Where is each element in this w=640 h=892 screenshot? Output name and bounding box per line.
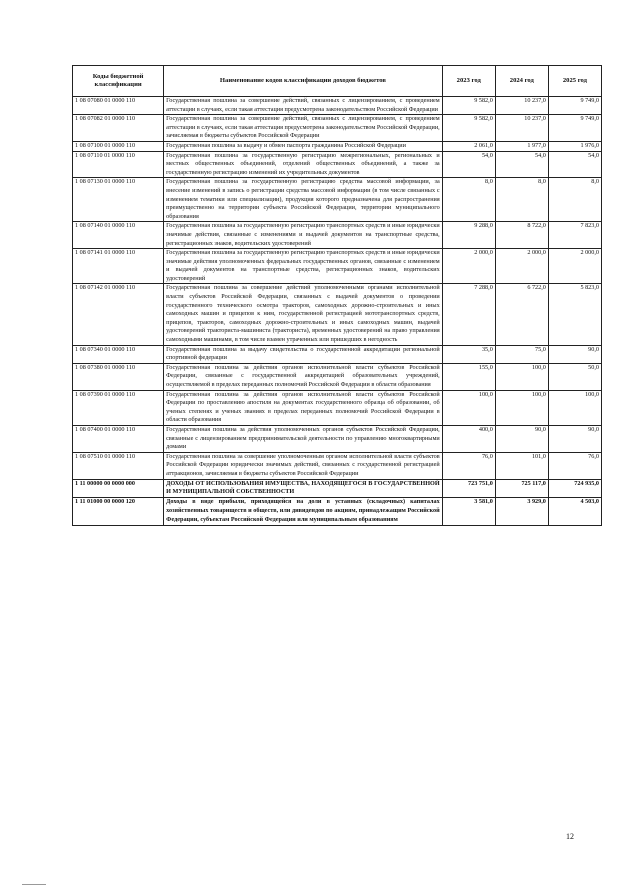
row-value-2023: 9 288,0 [442, 222, 495, 249]
row-value-2023: 7 288,0 [442, 284, 495, 345]
row-code: 1 08 07142 01 0000 110 [73, 284, 164, 345]
table-row [73, 249, 602, 284]
row-code: 1 08 07140 01 0000 110 [73, 222, 164, 249]
row-code: 1 08 07080 01 0000 110 [73, 97, 164, 115]
row-value-2025: 2 000,0 [548, 249, 601, 284]
header-name: Наименование кодов классификации доходов бюджетов [164, 66, 443, 97]
row-value-2024: 90,0 [495, 425, 548, 452]
row-value-2023: 9 582,0 [442, 115, 495, 142]
row-name: Государственная пошлина за государственную регистрацию средства массовой информации, за внесение изменений в запись о регистрации средства массовой информации (в том числе связанных с изменением тематики или специализации), продукция которого предназначена для распространения преимущественно на территории субъекта Российской Федерации, территории муниципального образования [164, 178, 443, 222]
row-code: 1 08 07100 01 0000 110 [73, 141, 164, 151]
table-row [73, 345, 602, 363]
header-2025: 2025 год [548, 66, 601, 97]
row-value-2025: 724 935,0 [548, 479, 601, 498]
row-value-2025: 54,0 [548, 151, 601, 178]
row-value-2025: 100,0 [548, 390, 601, 425]
row-value-2025: 8,0 [548, 178, 601, 222]
row-value-2023: 3 581,0 [442, 498, 495, 525]
row-value-2025: 1 976,0 [548, 141, 601, 151]
row-code: 1 08 07110 01 0000 110 [73, 151, 164, 178]
row-value-2023: 35,0 [442, 345, 495, 363]
row-value-2025: 9 749,0 [548, 97, 601, 115]
row-value-2025: 9 749,0 [548, 115, 601, 142]
row-value-2024: 54,0 [495, 151, 548, 178]
table-row [73, 97, 602, 115]
row-value-2024: 8 722,0 [495, 222, 548, 249]
row-name: Государственная пошлина за совершение действий уполномоченными органами исполнительной власти субъектов Российской Федерации, связанных с выдачей документов о проведении государственного технического осмотра тракторов, самоходных дорожно-строительных и иных самоходных машин и прицепов к ним, государственной регистрацией мототранспортных средств, прицепов, тракторов, самоходных дорожно-строительных и иных самоходных машин, выдачей удостоверений тракториста-машиниста (тракториста), временных удостоверений на право управления самоходными машинами, в том числе взамен утраченных или пришедших в негодность [164, 284, 443, 345]
row-value-2023: 76,0 [442, 452, 495, 479]
row-name: Государственная пошлина за действия органов исполнительной власти субъектов Российской Федерации, связанные с государственной аккредитацией образовательных учреждений, осуществляемой в пределах переданных полномочий Российской Федерации в области образования [164, 363, 443, 390]
row-value-2025: 76,0 [548, 452, 601, 479]
row-value-2024: 100,0 [495, 390, 548, 425]
row-value-2024: 8,0 [495, 178, 548, 222]
row-name: Государственная пошлина за действия органов исполнительной власти субъектов Российской Федерации по проставлению апостиля на документах государственного образца об образовании, об ученых степенях и ученых званиях в пределах переданных полномочий Российской Федерации в области образования [164, 390, 443, 425]
table-row [73, 452, 602, 479]
table-row [73, 390, 602, 425]
row-value-2025: 7 823,0 [548, 222, 601, 249]
row-name: ДОХОДЫ ОТ ИСПОЛЬЗОВАНИЯ ИМУЩЕСТВА, НАХОДЯЩЕГОСЯ В ГОСУДАРСТВЕННОЙ И МУНИЦИПАЛЬНОЙ СОБСТВЕННОСТИ [164, 479, 443, 498]
row-name: Государственная пошлина за государственную регистрацию транспортных средств и иные юридически значимые действия уполномоченных федеральных государственных органов, связанные с изменением и выдачей документов на транспортные средства, регистрационных знаков, водительских удостоверений [164, 249, 443, 284]
row-value-2024: 3 929,0 [495, 498, 548, 525]
row-name: Государственная пошлина за выдачу и обмен паспорта гражданина Российской Федерации [164, 141, 443, 151]
table-row [73, 498, 602, 525]
row-code: 1 08 07400 01 0000 110 [73, 425, 164, 452]
table-row [73, 425, 602, 452]
row-value-2024: 725 117,0 [495, 479, 548, 498]
row-name: Государственная пошлина за совершение действий, связанных с лицензированием, с проведением аттестации в случаях, если такая аттестация предусмотрена законодательством Российской Федерации [164, 97, 443, 115]
row-value-2024: 10 237,0 [495, 115, 548, 142]
row-code: 1 11 01000 00 0000 120 [73, 498, 164, 525]
row-value-2025: 90,0 [548, 425, 601, 452]
header-code: Коды бюджетной классификации [73, 66, 164, 97]
row-value-2024: 1 977,0 [495, 141, 548, 151]
row-code: 1 08 07340 01 0000 110 [73, 345, 164, 363]
row-name: Государственная пошлина за совершение действий, связанных с лицензированием, с проведением аттестации в случаях, если такая аттестация предусмотрена законодательством Российской Федерации, зачисляемая в бюджеты субъектов Российской Федерации [164, 115, 443, 142]
page-number: 12 [566, 832, 574, 841]
row-value-2023: 100,0 [442, 390, 495, 425]
table-row [73, 363, 602, 390]
row-value-2023: 2 000,0 [442, 249, 495, 284]
budget-revenue-table [72, 65, 602, 526]
row-value-2025: 50,0 [548, 363, 601, 390]
row-value-2024: 100,0 [495, 363, 548, 390]
row-value-2023: 723 751,0 [442, 479, 495, 498]
row-value-2023: 9 582,0 [442, 97, 495, 115]
table-row [73, 284, 602, 345]
table-row [73, 222, 602, 249]
table-row [73, 178, 602, 222]
row-value-2025: 4 503,0 [548, 498, 601, 525]
table-row [73, 151, 602, 178]
row-value-2024: 10 237,0 [495, 97, 548, 115]
row-name: Государственная пошлина за действия уполномоченных органов субъектов Российской Федерации, связанные с лицензированием предпринимательской деятельности по управлению многоквартирными домами [164, 425, 443, 452]
row-code: 1 08 07082 01 0000 110 [73, 115, 164, 142]
row-value-2025: 90,0 [548, 345, 601, 363]
row-value-2024: 75,0 [495, 345, 548, 363]
table-row [73, 479, 602, 498]
row-code: 1 08 07130 01 0000 110 [73, 178, 164, 222]
row-value-2024: 101,0 [495, 452, 548, 479]
row-code: 1 11 00000 00 0000 000 [73, 479, 164, 498]
row-name: Доходы в виде прибыли, приходящейся на доли в уставных (складочных) капиталах хозяйственных товариществ и обществ, или дивидендов по акциям, принадлежащим Российской Федерации, субъектам Российской Федерации или муниципальным образованиям [164, 498, 443, 525]
table-body [73, 97, 602, 526]
row-value-2023: 155,0 [442, 363, 495, 390]
row-name: Государственная пошлина за государственную регистрацию межрегиональных, региональных и местных общественных объединений, отделений общественных объединений, а также за государственную регистрацию изменений их учредительных документов [164, 151, 443, 178]
row-code: 1 08 07390 01 0000 110 [73, 390, 164, 425]
row-code: 1 08 07510 01 0000 110 [73, 452, 164, 479]
row-name: Государственная пошлина за государственную регистрацию транспортных средств и иные юридически значимые действия, связанные с изменениями и выдачей документов на транспортные средства, регистрационных знаков, водительских удостоверений [164, 222, 443, 249]
footer-rule [22, 884, 46, 885]
row-value-2025: 5 823,0 [548, 284, 601, 345]
row-name: Государственная пошлина за выдачу свидетельства о государственной аккредитации региональной спортивной федерации [164, 345, 443, 363]
table-header-row [73, 66, 602, 97]
row-value-2023: 400,0 [442, 425, 495, 452]
table-row [73, 141, 602, 151]
row-value-2023: 8,0 [442, 178, 495, 222]
row-code: 1 08 07141 01 0000 110 [73, 249, 164, 284]
header-2023: 2023 год [442, 66, 495, 97]
row-name: Государственная пошлина за совершение уполномоченным органом исполнительной власти субъектов Российской Федерации юридически значимых действий, связанных с государственной регистрацией аттракционов, зачисляемая в бюджеты субъектов Российской Федерации [164, 452, 443, 479]
row-value-2024: 6 722,0 [495, 284, 548, 345]
row-value-2024: 2 000,0 [495, 249, 548, 284]
table-row [73, 115, 602, 142]
row-code: 1 08 07380 01 0000 110 [73, 363, 164, 390]
header-2024: 2024 год [495, 66, 548, 97]
row-value-2023: 54,0 [442, 151, 495, 178]
row-value-2023: 2 061,0 [442, 141, 495, 151]
